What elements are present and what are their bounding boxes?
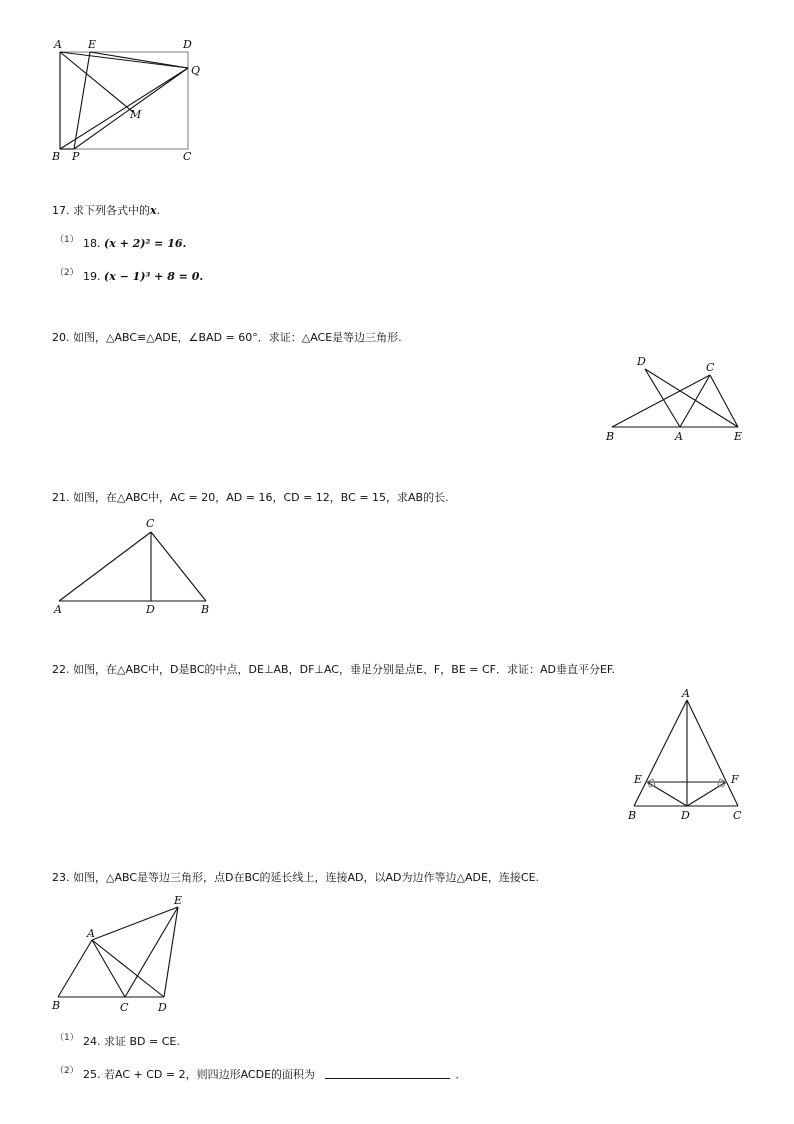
figure-rectangle-abcd [50,36,210,166]
label-b: B [201,603,210,616]
label-b: B [52,150,61,163]
figure-triangle-abc-altitude [50,512,220,622]
label-e: E [734,430,743,443]
question-number: 25. [83,1068,101,1081]
subpart-1-label: （1） [55,1033,79,1043]
label-c: C [733,809,742,822]
question-number: 20. [52,331,70,344]
label-c: C [183,150,192,163]
label-c: C [120,1001,129,1014]
figure-triangles-abc-ade [600,350,750,450]
label-d: D [158,1001,167,1014]
label-d: D [183,38,192,51]
label-d: D [681,809,690,822]
equation: (x − 1)³ + 8 = 0. [104,270,204,283]
figure-equilateral-abc-ade [50,890,200,1015]
answer-blank[interactable] [325,1068,450,1079]
question-17: 17. 求下列各式中的x. [52,204,161,217]
label-f: F [731,773,739,786]
label-a: A [87,927,95,940]
label-e: E [88,38,97,51]
figure-isosceles-abc [625,686,755,826]
question-text: 求证 BD = CE. [104,1035,180,1048]
question-text: 如图，在△ABC中，D是BC的中点，DE⊥AB，DF⊥AC，垂足分别是点E、F，BE = CF．求证：AD垂直平分EF. [73,663,615,676]
label-q: Q [191,64,201,77]
question-text: 如图，在△ABC中，AC = 20，AD = 16，CD = 12，BC = 15，求AB的长. [73,491,449,504]
label-b: B [52,999,61,1012]
label-a: A [54,38,62,51]
question-number: 19. [83,270,101,283]
question-text: 求下列各式中的 [73,204,150,217]
label-p: P [72,150,80,163]
label-m: M [130,108,142,121]
label-a: A [682,687,690,700]
label-c: C [706,361,715,374]
question-18 [83,237,186,251]
question-23 [52,871,539,885]
variable-x: x [150,204,157,217]
label-b: B [606,430,615,443]
subpart-2-label: （2） [55,268,79,278]
label-d: D [146,603,155,616]
question-number: 21. [52,491,70,504]
equation: (x + 2)² = 16. [104,237,187,250]
question-text: 如图，△ABC是等边三角形，点D在BC的延长线上，连接AD，以AD为边作等边△ADE，连接CE. [73,871,540,884]
label-c: C [146,517,155,530]
question-number: 22. [52,663,70,676]
label-e: E [174,894,183,907]
question-number: 18. [83,237,101,250]
question-text: 如图，△ABC≌△ADE，∠BAD = 60°．求证：△ACE是等边三角形. [73,331,402,344]
subpart-2-label: （2） [55,1066,79,1076]
question-number: 17. [52,204,70,217]
question-21 [52,491,449,505]
question-20 [52,331,402,345]
question-25: 25. 若AC + CD = 2，则四边形ACDE的面积为 ． [83,1068,467,1081]
label-b: B [628,809,637,822]
question-number: 23. [52,871,70,884]
question-19 [83,270,203,284]
label-d: D [637,355,646,368]
label-a: A [675,430,683,443]
subpart-1-label: （1） [55,235,79,245]
question-text: 若AC + CD = 2，则四边形ACDE的面积为 [104,1068,316,1081]
label-a: A [54,603,62,616]
question-24 [83,1035,180,1049]
question-number: 24. [83,1035,101,1048]
question-22 [52,663,615,677]
label-e: E [634,773,643,786]
